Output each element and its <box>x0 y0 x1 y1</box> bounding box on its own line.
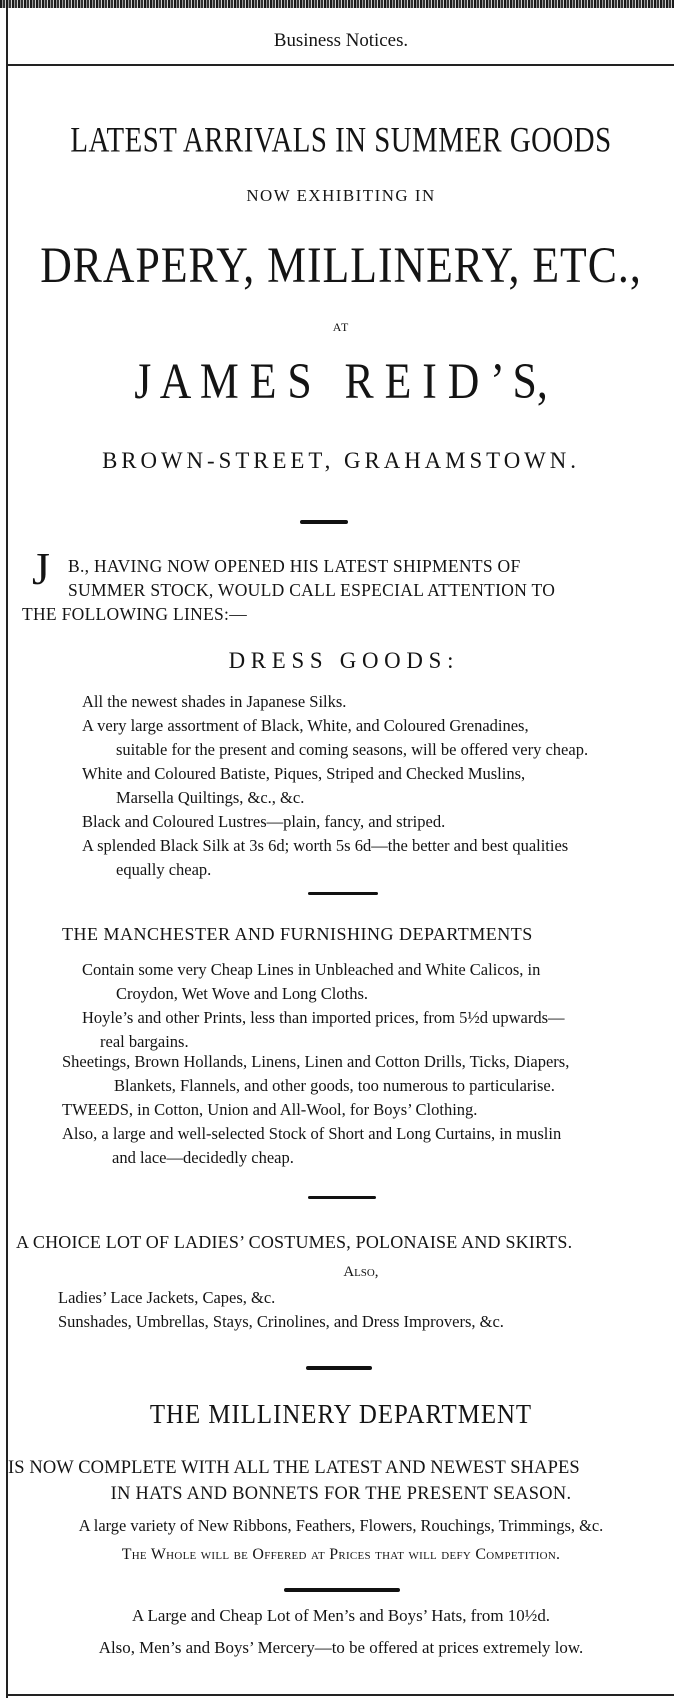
headline-latest-arrivals: LATEST ARRIVALS IN SUMMER GOODS <box>70 120 612 160</box>
left-column-rule <box>6 8 8 1698</box>
address-brown-street: BROWN-STREET, GRAHAMSTOWN. <box>102 448 580 473</box>
dress-goods-heading: D R E S S G O O D S : <box>228 648 454 673</box>
dress-goods-line-4: White and Coloured Batiste, Piques, Striped and Checked Muslins, <box>82 764 526 783</box>
ornamental-dash <box>308 892 378 895</box>
millinery-heading: THE MILLINERY DEPARTMENT <box>149 1400 533 1430</box>
dress-goods-line-6: Black and Coloured Lustres—plain, fancy, and striped. <box>82 812 446 831</box>
manchester-heading: THE MANCHESTER AND FURNISHING DEPARTMENTS <box>62 924 533 944</box>
headline-drapery-millinery: DRAPERY, MILLINERY, ETC., <box>40 237 642 294</box>
manchester-line-6: Blankets, Flannels, and other goods, too numerous to particularise. <box>114 1076 555 1095</box>
top-ornamental-border <box>0 0 674 8</box>
hats-line-1: A Large and Cheap Lot of Men’s and Boys’ Hats, from 10½d. <box>131 1606 551 1625</box>
bottom-rule <box>8 1694 674 1696</box>
intro-line-2: SUMMER STOCK, WOULD CALL ESPECIAL ATTENTION TO <box>68 580 556 600</box>
ornamental-dash <box>308 1196 376 1199</box>
ornamental-dash <box>306 1366 372 1370</box>
ornamental-dash <box>300 520 348 524</box>
headline-james-reids: J A M E S R E I D ’ S, <box>134 353 548 410</box>
subheadline-now-exhibiting: NOW EXHIBITING IN <box>246 186 436 205</box>
dress-goods-line-5: Marsella Quiltings, &c., &c. <box>116 788 305 807</box>
millinery-line-2: IN HATS AND BONNETS FOR THE PRESENT SEASON. <box>110 1484 572 1504</box>
manchester-line-3: Hoyle’s and other Prints, less than imported prices, from 5½d upwards— <box>82 1008 565 1027</box>
manchester-line-1: Contain some very Cheap Lines in Unbleached and White Calicos, in <box>82 960 541 979</box>
dress-goods-line-3: suitable for the present and coming seasons, will be offered very cheap. <box>116 740 589 759</box>
header-divider <box>8 64 674 66</box>
costumes-line-1: Ladies’ Lace Jackets, Capes, &c. <box>58 1288 276 1307</box>
hats-line-2: Also, Men’s and Boys’ Mercery—to be offered at prices extremely low. <box>98 1638 584 1657</box>
manchester-line-7: TWEEDS, in Cotton, Union and All-Wool, for Boys’ Clothing. <box>62 1100 478 1119</box>
millinery-line-1: IS NOW COMPLETE WITH ALL THE LATEST AND NEWEST SHAPES <box>8 1458 580 1478</box>
manchester-line-9: and lace—decidedly cheap. <box>112 1148 294 1167</box>
manchester-line-2: Croydon, Wet Wove and Long Cloths. <box>116 984 369 1003</box>
ornamental-dash <box>284 1588 400 1592</box>
millinery-line-4: The Whole will be Offered at Prices that will defy Competition. <box>121 1546 561 1563</box>
section-title: Business Notices. <box>273 30 409 51</box>
drop-cap: J <box>32 543 50 594</box>
manchester-line-8: Also, a large and well-selected Stock of Short and Long Curtains, in muslin <box>62 1124 562 1143</box>
dress-goods-line-8: equally cheap. <box>116 860 212 879</box>
manchester-line-4: real bargains. <box>100 1032 189 1051</box>
dress-goods-line-2: A very large assortment of Black, White, and Coloured Grenadines, <box>82 716 529 735</box>
costumes-also: Also, <box>343 1264 379 1280</box>
dress-goods-line-1: All the newest shades in Japanese Silks. <box>82 692 347 711</box>
intro-line-3: THE FOLLOWING LINES:— <box>22 604 248 624</box>
word-at: AT <box>332 320 350 334</box>
dress-goods-line-7: A splended Black Silk at 3s 6d; worth 5s 6d—the better and best qualities <box>82 836 569 855</box>
intro-line-1: B., HAVING NOW OPENED HIS LATEST SHIPMENTS OF <box>68 556 521 576</box>
manchester-line-5: Sheetings, Brown Hollands, Linens, Linen and Cotton Drills, Ticks, Diapers, <box>62 1052 570 1071</box>
costumes-line-2: Sunshades, Umbrellas, Stays, Crinolines, and Dress Improvers, &c. <box>58 1312 504 1331</box>
millinery-line-3: A large variety of New Ribbons, Feathers, Flowers, Rouchings, Trimmings, &c. <box>78 1516 604 1535</box>
costumes-heading: A CHOICE LOT OF LADIES’ COSTUMES, POLONAISE AND SKIRTS. <box>16 1232 573 1252</box>
